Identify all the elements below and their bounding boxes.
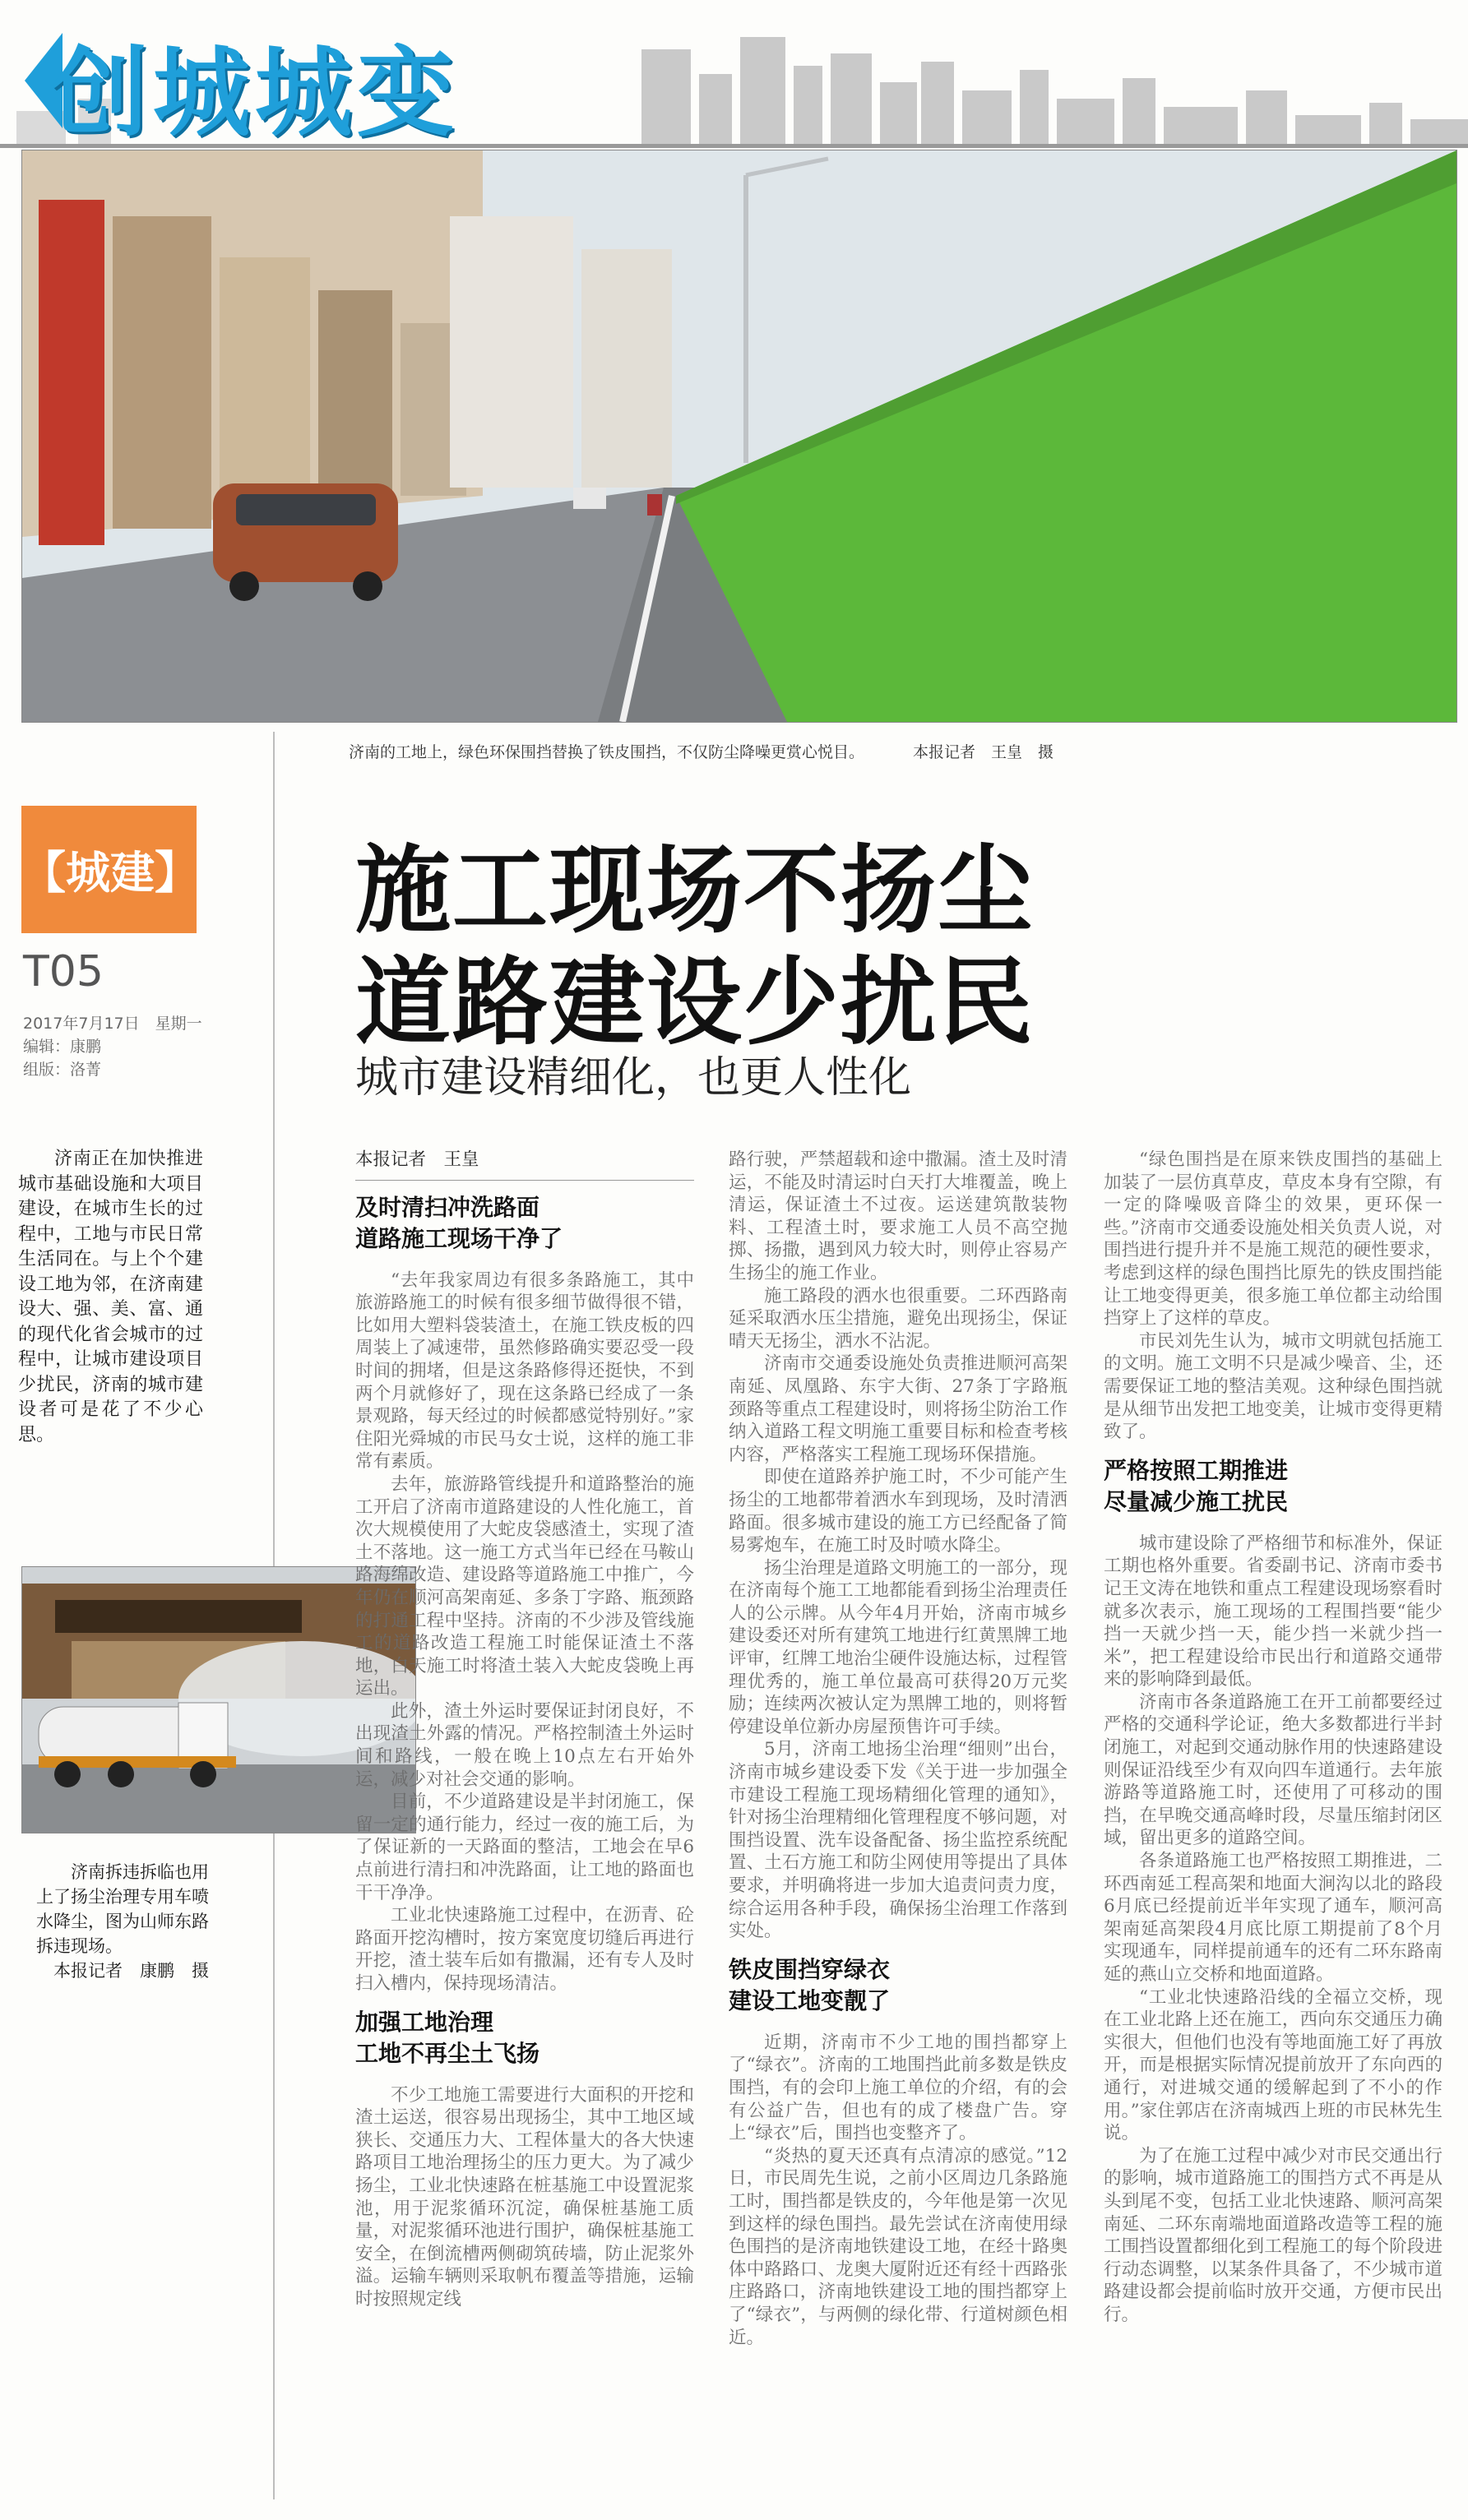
paragraph: “绿色围挡是在原来铁皮围挡的基础上加装了一层仿真草皮，草皮本身有空隙，有一定的降噪吸音降尘的效果，更环保一些。”济南市交通委设施处相关负责人说，对围挡进行提升并不是施工规范的硬性要求，考虑到这样的绿色围挡比原先的铁皮围挡能让工地变得更美，很多施工单位都主动给围挡穿上了这样的草皮。 [1104, 1149, 1443, 1329]
article-column-2 [729, 1149, 1067, 2349]
paragraph: “工业北快速路沿线的全福立交桥，现在工业北路上还在施工，西向东交通压力确实很大，但他们也没有等地面施工好了再放开，而是根据实际情况提前放开了东向西的通行，对进城交通的缓解起到了不小的作用。”家住郭店在济南城西上班的市民林先生说。 [1104, 1986, 1443, 2144]
paragraph: “去年我家周边有很多条路施工，其中旅游路施工的时候有很多细节做得很不错，比如用大塑料袋装渣土，在施工铁皮板的四周装上了减速带，虽然修路确实要忍受一段时间的拥堵，但是这条路修得还挺快，不到两个月就修好了，现在这条路已经成了一条景观路，每天经过的时候都感觉特别好。”家住阳光舜城的市民马女士说，这样的施工非常有素质。 [355, 1269, 694, 1473]
paragraph: 即使在道路养护施工时，不少可能产生扬尘的工地都带着洒水车到现场，及时清洒路面。很多城市建设的施工方已经配备了简易雾炮车，在施工时及时喷水降尘。 [729, 1467, 1067, 1556]
column-2-subheading-1: 铁皮围挡穿绿衣 建设工地变靓了 [729, 1955, 891, 2014]
street-scene-illustration [22, 150, 1456, 722]
paragraph: 不少工地施工需要进行大面积的开挖和渣土运送，很容易出现扬尘，其中工地区域狭长、交通压力大、工程体量大的各大快速路项目工地治理扬尘的压力更大。为了减少扬尘，工业北快速路在桩基施工中设置泥浆池，用于泥浆循环沉淀，确保桩基施工质量，对泥浆循环池进行围护，确保桩基施工安全，在倒流槽两侧砌筑砖墙，防止泥浆外溢。运输车辆则采取帆布覆盖等措施，运输时按照规定线 [355, 2084, 694, 2310]
side-photo-caption [36, 1860, 209, 1983]
top-photo-caption: 济南的工地上，绿色环保围挡替换了铁皮围挡，不仅防尘降噪更赏心悦目。 [349, 743, 865, 761]
paragraph: 施工路段的洒水也很重要。二环西路南延采取洒水压尘措施，避免出现扬尘，保证晴天无扬尘，洒水不沾泥。 [729, 1285, 1067, 1352]
paragraph: 路行驶，严禁超载和途中撒漏。渣土及时清运，不能及时清运时白天打大堆覆盖，晚上清运，保证渣土不过夜。运送建筑散装物料、工程渣土时，要求施工人员不高空抛掷、扬撒，遇到风力较大时，则停止容易产生扬尘的施工作业。 [729, 1149, 1067, 1283]
paragraph: 目前，不少道路建设是半封闭施工，保留一定的通行能力，经过一夜的施工后，为了保证新的一天路面的整洁，工地会在早6点前进行清扫和冲洗路面，让工地的路面也干干净净。 [355, 1792, 694, 1903]
paragraph: 为了在施工过程中减少对市民交通出行的影响，城市道路施工的围挡方式不再是从头到尾不变，包括工业北快速路、顺河高架南延、二环东南端地面道路改造等工程的施工围挡设置都细化到工程施工的每个阶段进行动态调整，以某条件具备了，不少城市道路建设都会提前临时放开交通，方便市民出行。 [1104, 2145, 1443, 2325]
paragraph: 扬尘治理是道路文明施工的一部分，现在济南每个施工工地都能看到扬尘治理责任人的公示牌。从今年4月开始，济南市城乡建设委还对所有建筑工地进行红黄黑牌工地评审，红牌工地治尘硬件设施达标，过程管理优秀的，施工单位最高可获得20万元奖励；连续两次被认定为黑牌工地的，则将暂停建设单位新办房屋预售许可手续。 [729, 1557, 1067, 1737]
paragraph: 城市建设除了严格细节和标准外，保证工期也格外重要。省委副书记、济南市委书记王文涛在地铁和重点工程建设现场察看时就多次表示，施工现场的工程围挡要“能少挡一天就少挡一天，能少挡一米就少挡一米”，把工程建设给市民出行和道路交通带来的影响降到最低。 [1104, 1533, 1443, 1690]
masthead-title: 创城城变 [51, 36, 460, 150]
side-photo-caption-text: 济南拆违拆临也用上了扬尘治理专用车喷水降尘，图为山师东路拆违现场。 [36, 1862, 209, 1956]
paragraph: 各条道路施工也严格按照工期推进，二环西南延工程高架和地面大涧沟以北的路段6月底已经提前近半年实现了通车，顺河高架南延高架段4月底比原工期提前了8个月实现通车，同样提前通车的还有二环东路南延的燕山立交桥和地面道路。 [1104, 1851, 1443, 1985]
page-number: T05 [23, 947, 104, 996]
paragraph: 工业北快速路施工过程中，在沥青、砼路面开挖沟槽时，按方案宽度切缝后再进行开挖，渣土装车后如有撒漏，还有专人及时扫入槽内，保持现场清洁。 [355, 1905, 694, 1994]
article-byline: 本报记者 王皇 [355, 1149, 694, 1181]
paragraph: 5月，济南工地扬尘治理“细则”出台，济南市城乡建设委下发《关于进一步加强全市建设工程施工现场精细化管理的通知》，针对扬尘治理精细化管理程度不够问题，对围挡设置、洗车设备配备、扬尘监控系统配置、土石方施工和防尘网使用等提出了具体要求，并明确将进一步加大追责问责力度，综合运用各种手段，确保扬尘治理工作落到实处。 [729, 1739, 1067, 1942]
column-1-subheading-2: 加强工地治理 工地不再尘土飞扬 [355, 2008, 540, 2067]
paragraph: 此外，渣土外运时要保证封闭良好，不出现渣土外露的情况。严格控制渣土外运时间和路线，一般在晚上10点左右开始外运，减少对社会交通的影响。 [355, 1700, 694, 1790]
paragraph: “炎热的夏天还真有点清凉的感觉。”12日，市民周先生说，之前小区周边几条路施工时，围挡都是铁皮的，今年他是第一次见到这样的绿色围挡。最先尝试在济南使用绿色围挡的是济南地铁建设工地，在经十路奥体中路路口、龙奥大厦附近还有经十西路张庄路路口，济南地铁建设工地的围挡都穿上了“绿衣”，与两侧的绿化带、行道树颜色相近。 [729, 2145, 1067, 2348]
article-column-1 [355, 1149, 694, 2311]
subheadline: 城市建设精细化，也更人性化 [355, 1053, 912, 1103]
top-photo-green-hoarding [21, 150, 1457, 723]
article-column-3 [1104, 1149, 1443, 2327]
paragraph: 济南市交通委设施处负责推进顺河高架南延、凤凰路、东宇大街、27条丁字路瓶颈路等重点工程建设时，则将扬尘防治工作纳入道路工程文明施工重要目标和检查考核内容，严格落实工程施工现场环保措施。 [729, 1353, 1067, 1465]
masthead [0, 0, 1468, 148]
paragraph: 近期，济南市不少工地的围挡都穿上了“绿衣”。济南的工地围挡此前多数是铁皮围挡，有的会印上施工单位的介绍，有的会有公益广告，但也有的成了楼盘广告。穿上“绿衣”后，围挡也变整齐了。 [729, 2032, 1067, 2144]
paragraph: 市民刘先生认为，城市文明就包括施工的文明。施工文明不只是减少噪音、尘，还需要保证工地的整洁美观。这种绿色围挡就是从细节出发把工地变美，让城市变得更精致了。 [1104, 1330, 1443, 1443]
top-photo-credit: 本报记者 王皇 摄 [913, 743, 1054, 761]
layout-credit: 组版：洛菁 [23, 1061, 102, 1079]
paragraph: 去年，旅游路管线提升和道路整治的施工开启了济南市道路建设的人性化施工，首次大规模使用了大蛇皮袋感渣土，实现了渣土不落地。这一施工方式当年已经在马鞍山路海绵改造、建设路等道路施工中推广，今年仍在顺河高架南延、多条丁字路、瓶颈路的打通工程中坚持。济南的不少涉及管线施工的道路改造工程施工时能保证渣土不落地，白天施工时将渣土装入大蛇皮袋晚上再运出。 [355, 1473, 694, 1699]
column-3-subheading-1: 严格按照工期推进 尽量减少施工扰民 [1104, 1456, 1289, 1515]
red-shopfront [39, 200, 104, 545]
editor-credit: 编辑：康鹏 [23, 1038, 102, 1056]
headline-line-2: 道路建设少扰民 [355, 947, 1035, 1058]
section-tag: 【城建】 [21, 806, 197, 933]
lead-paragraph: 济南正在加快推进城市基础设施和大项目建设，在城市生长的过程中，工地与市民日常生活同在。与上个个建设工地为邻，在济南建设大、强、美、富、通的现代化省会城市的过程中，让城市建设项目少扰民，济南的城市建设者可是花了不少心思。 [18, 1149, 203, 1445]
paragraph: 济南市各条道路施工在开工前都要经过严格的交通科学论证，绝大多数都进行半封闭施工，对起到交通动脉作用的快速路建设则保证沿线至少有双向四车道通行。去年旅游路等道路施工时，还使用了可移动的围挡，在早晚交通高峰时段，尽量压缩封闭区域，留出更多的道路空间。 [1104, 1691, 1443, 1849]
issue-date: 2017年7月17日 星期一 [23, 1015, 202, 1033]
column-1-subheading-1: 及时清扫冲洗路面 道路施工现场干净了 [355, 1193, 563, 1252]
headline-line-1: 施工现场不扬尘 [355, 835, 1035, 946]
side-photo-credit: 本报记者 康鹏 摄 [53, 1961, 209, 1981]
